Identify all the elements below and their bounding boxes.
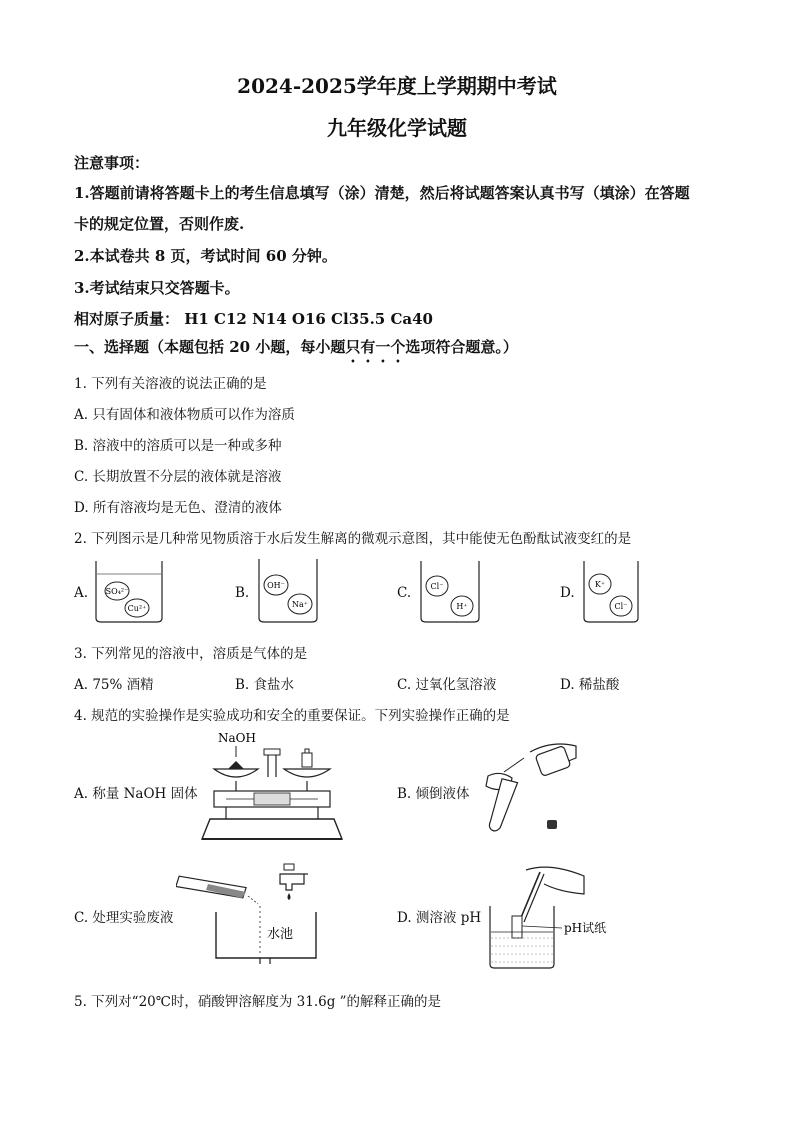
q4-option-a-balance-figure bbox=[196, 727, 352, 851]
q3-option-c[interactable]: C. 过氧化氢溶液 bbox=[397, 677, 497, 693]
q4-option-d-ph-figure bbox=[486, 862, 626, 970]
balance-base bbox=[202, 819, 342, 839]
ion-label: H⁺ bbox=[456, 602, 468, 611]
q4-stem: 4. 规范的实验操作是实验成功和安全的重要保证。下列实验操作正确的是 bbox=[74, 708, 510, 724]
notes-item-3: 3.考试结束只交答题卡。 bbox=[74, 279, 240, 297]
q3-stem: 3. 下列常见的溶液中，溶质是气体的是 bbox=[74, 646, 308, 662]
q2-option-c-beaker[interactable] bbox=[418, 558, 482, 624]
right-pan bbox=[284, 769, 330, 777]
q1-option-c[interactable]: C. 长期放置不分层的液体就是溶液 bbox=[74, 469, 282, 485]
q1-option-d[interactable]: D. 所有溶液均是无色、澄清的液体 bbox=[74, 500, 282, 516]
exam-title: 2024-2025学年度上学期期中考试 bbox=[237, 74, 557, 98]
q2-option-d-label[interactable]: D. bbox=[560, 585, 575, 601]
q2-option-b-label[interactable]: B. bbox=[235, 585, 250, 601]
q2-option-b-beaker[interactable] bbox=[256, 556, 320, 624]
sink-label: 水池 bbox=[267, 927, 294, 942]
q2-option-a-label[interactable]: A. bbox=[74, 585, 89, 601]
tweezers bbox=[520, 872, 540, 920]
ph-paper bbox=[512, 916, 522, 938]
sink-basin bbox=[216, 912, 316, 958]
notes-heading: 注意事项： bbox=[74, 154, 150, 172]
q3-option-d[interactable]: D. 稀盐酸 bbox=[560, 677, 620, 693]
atomic-mass-line: 相对原子质量： H1 C12 N14 O16 Cl35.5 Ca40 bbox=[74, 310, 433, 328]
weight bbox=[302, 753, 312, 767]
label-pointer bbox=[522, 926, 562, 928]
ion-label: SO₄²⁻ bbox=[105, 587, 129, 596]
q2-stem: 2. 下列图示是几种常见物质溶于水后发生解离的微观示意图，其中能使无色酚酞试液变红的是 bbox=[74, 531, 632, 547]
ph-paper-label: pH试纸 bbox=[564, 921, 607, 935]
pointer-stand bbox=[268, 755, 276, 777]
q4-option-c[interactable]: C. 处理实验废液 bbox=[74, 910, 174, 926]
q3-option-b[interactable]: B. 食盐水 bbox=[235, 677, 295, 693]
q2-option-a-beaker[interactable] bbox=[93, 558, 165, 624]
ion-label: Na⁺ bbox=[292, 600, 308, 609]
q3-option-a[interactable]: A. 75% 酒精 bbox=[74, 677, 154, 693]
q1-option-a[interactable]: A. 只有固体和液体物质可以作为溶质 bbox=[74, 407, 295, 423]
left-pan bbox=[214, 769, 258, 777]
q2-option-d-beaker[interactable] bbox=[581, 558, 641, 624]
scale bbox=[254, 793, 290, 805]
q4-option-b-pouring-figure bbox=[468, 738, 584, 838]
section-1-heading-emphasis: 只有一个 bbox=[345, 338, 406, 356]
section-1-heading bbox=[74, 336, 518, 366]
solid-sample bbox=[228, 761, 244, 769]
sink-drain bbox=[260, 958, 270, 964]
section-1-heading-post: 选项符合题意。） bbox=[405, 338, 518, 356]
water-drop bbox=[288, 893, 291, 900]
naoh-label: NaOH bbox=[218, 731, 256, 745]
ion-label: Cu²⁺ bbox=[127, 604, 147, 613]
faucet bbox=[280, 874, 304, 890]
notes-item-1-line-1: 1.答题前请将答题卡上的考生信息填写（涂）清楚，然后将试题答案认真书写（填涂）在答题 bbox=[74, 184, 690, 202]
q4-option-b[interactable]: B. 倾倒液体 bbox=[397, 786, 470, 802]
notes-item-2: 2.本试卷共 8 页，考试时间 60 分钟。 bbox=[74, 247, 337, 265]
q5-stem: 5. 下列对“20℃时，硝酸钾溶解度为 31.6g ”的解释正确的是 bbox=[74, 994, 442, 1010]
notes-item-1-line-2: 卡的规定位置，否则作废. bbox=[74, 215, 245, 233]
q1-stem: 1. 下列有关溶液的说法正确的是 bbox=[74, 376, 267, 392]
q4-option-d[interactable]: D. 测溶液 pH bbox=[397, 910, 482, 926]
ion-label: Cl⁻ bbox=[430, 582, 444, 591]
faucet-handle bbox=[284, 864, 294, 870]
ion-label: OH⁻ bbox=[267, 581, 285, 590]
q4-option-c-sink-figure bbox=[176, 860, 322, 964]
ion-label: K⁺ bbox=[594, 580, 606, 589]
exam-subtitle: 九年级化学试题 bbox=[327, 116, 467, 140]
hand bbox=[526, 867, 584, 894]
liquid-stream bbox=[504, 758, 524, 772]
bottle-stopper bbox=[547, 820, 557, 829]
q4-option-a[interactable]: A. 称量 NaOH 固体 bbox=[74, 786, 198, 802]
q2-option-c-label[interactable]: C. bbox=[397, 585, 412, 601]
section-1-heading-pre: 一、选择题（本题包括 20 小题，每小题 bbox=[74, 338, 346, 356]
ion-label: Cl⁻ bbox=[614, 602, 628, 611]
q1-option-b[interactable]: B. 溶液中的溶质可以是一种或多种 bbox=[74, 438, 282, 454]
